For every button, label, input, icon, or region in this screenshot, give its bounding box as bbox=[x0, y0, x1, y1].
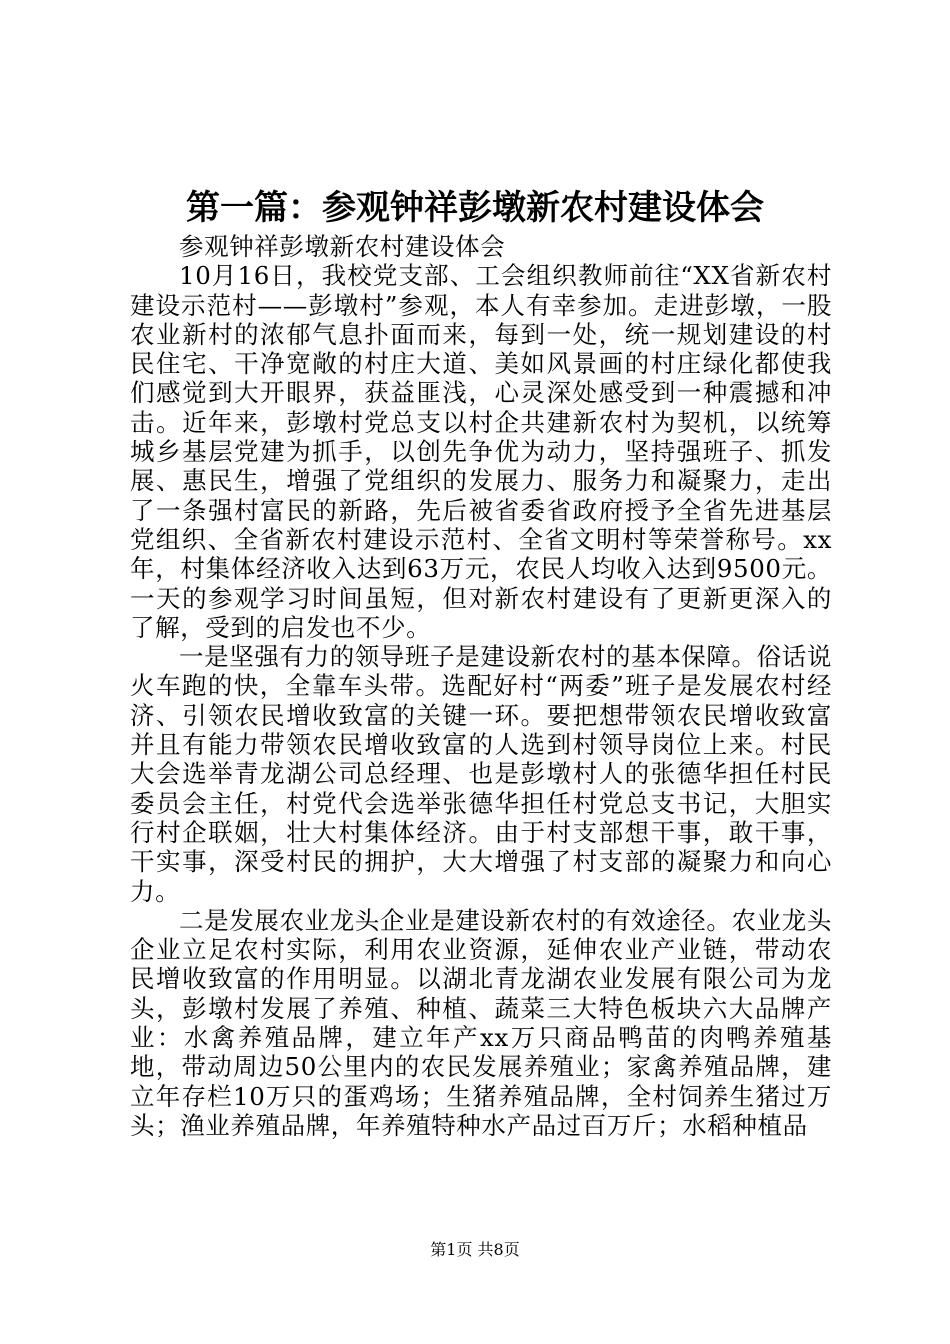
document-title: 第一篇：参观钟祥彭墩新农村建设体会 bbox=[186, 188, 764, 228]
subtitle-paragraph: 参观钟祥彭墩新农村建设体会 bbox=[179, 232, 506, 261]
body-paragraph: 一是坚强有力的领导班子是建设新农村的基本保障。俗话说火车跑的快，全靠车头带。选配好村“两委”班子是发展农村经济、引领农民增收致富的关键一环。要把想带领农民增收致富并且有能力带领农民增收致富的人选到村领导岗位上来。村民大会选举青龙湖公司总经理、也是彭墩村人的张德华担任村民委员会主任，村党代会选举张德华担任村党总支书记，大胆实行村企联姻，壮大村集体经济。由于村支部想干事，敢干事，干实事，深受村民的拥护，大大增强了村支部的凝聚力和向心力。 bbox=[130, 642, 832, 906]
document-body bbox=[130, 232, 832, 1140]
body-paragraph: 10月16日，我校党支部、工会组织教师前往“XX省新农村建设示范村——彭墩村”参观，本人有幸参加。走进彭墩，一股农业新村的浓郁气息扑面而来，每到一处，统一规划建设的村民住宅、干净宽敞的村庄大道、美如风景画的村庄绿化都使我们感觉到大开眼界，获益匪浅，心灵深处感受到一种震撼和冲击。近年来，彭墩村党总支以村企共建新农村为契机，以统筹城乡基层党建为抓手，以创先争优为动力，坚持强班子、抓发展、惠民生，增强了党组织的发展力、服务力和凝聚力，走出了一条强村富民的新路，先后被省委省政府授予全省先进基层党组织、全省新农村建设示范村、全省文明村等荣誉称号。xx年，村集体经济收入达到63万元，农民人均收入达到9500元。一天的参观学习时间虽短，但对新农村建设有了更新更深入的了解，受到的启发也不少。 bbox=[130, 261, 832, 642]
page-number-footer: 第1页 共8页 bbox=[430, 1240, 520, 1259]
body-paragraph: 二是发展农业龙头企业是建设新农村的有效途径。农业龙头企业立足农村实际，利用农业资源，延伸农业产业链，带动农民增收致富的作用明显。以湖北青龙湖农业发展有限公司为龙头，彭墩村发展了养殖、种植、蔬菜三大特色板块六大品牌产业：水禽养殖品牌，建立年产xx万只商品鸭苗的肉鸭养殖基地，带动周边50公里内的农民发展养殖业；家禽养殖品牌，建立年存栏10万只的蛋鸡场；生猪养殖品牌，全村饲养生猪过万头；渔业养殖品牌，年养殖特种水产品过百万斤；水稻种植品 bbox=[130, 905, 832, 1140]
